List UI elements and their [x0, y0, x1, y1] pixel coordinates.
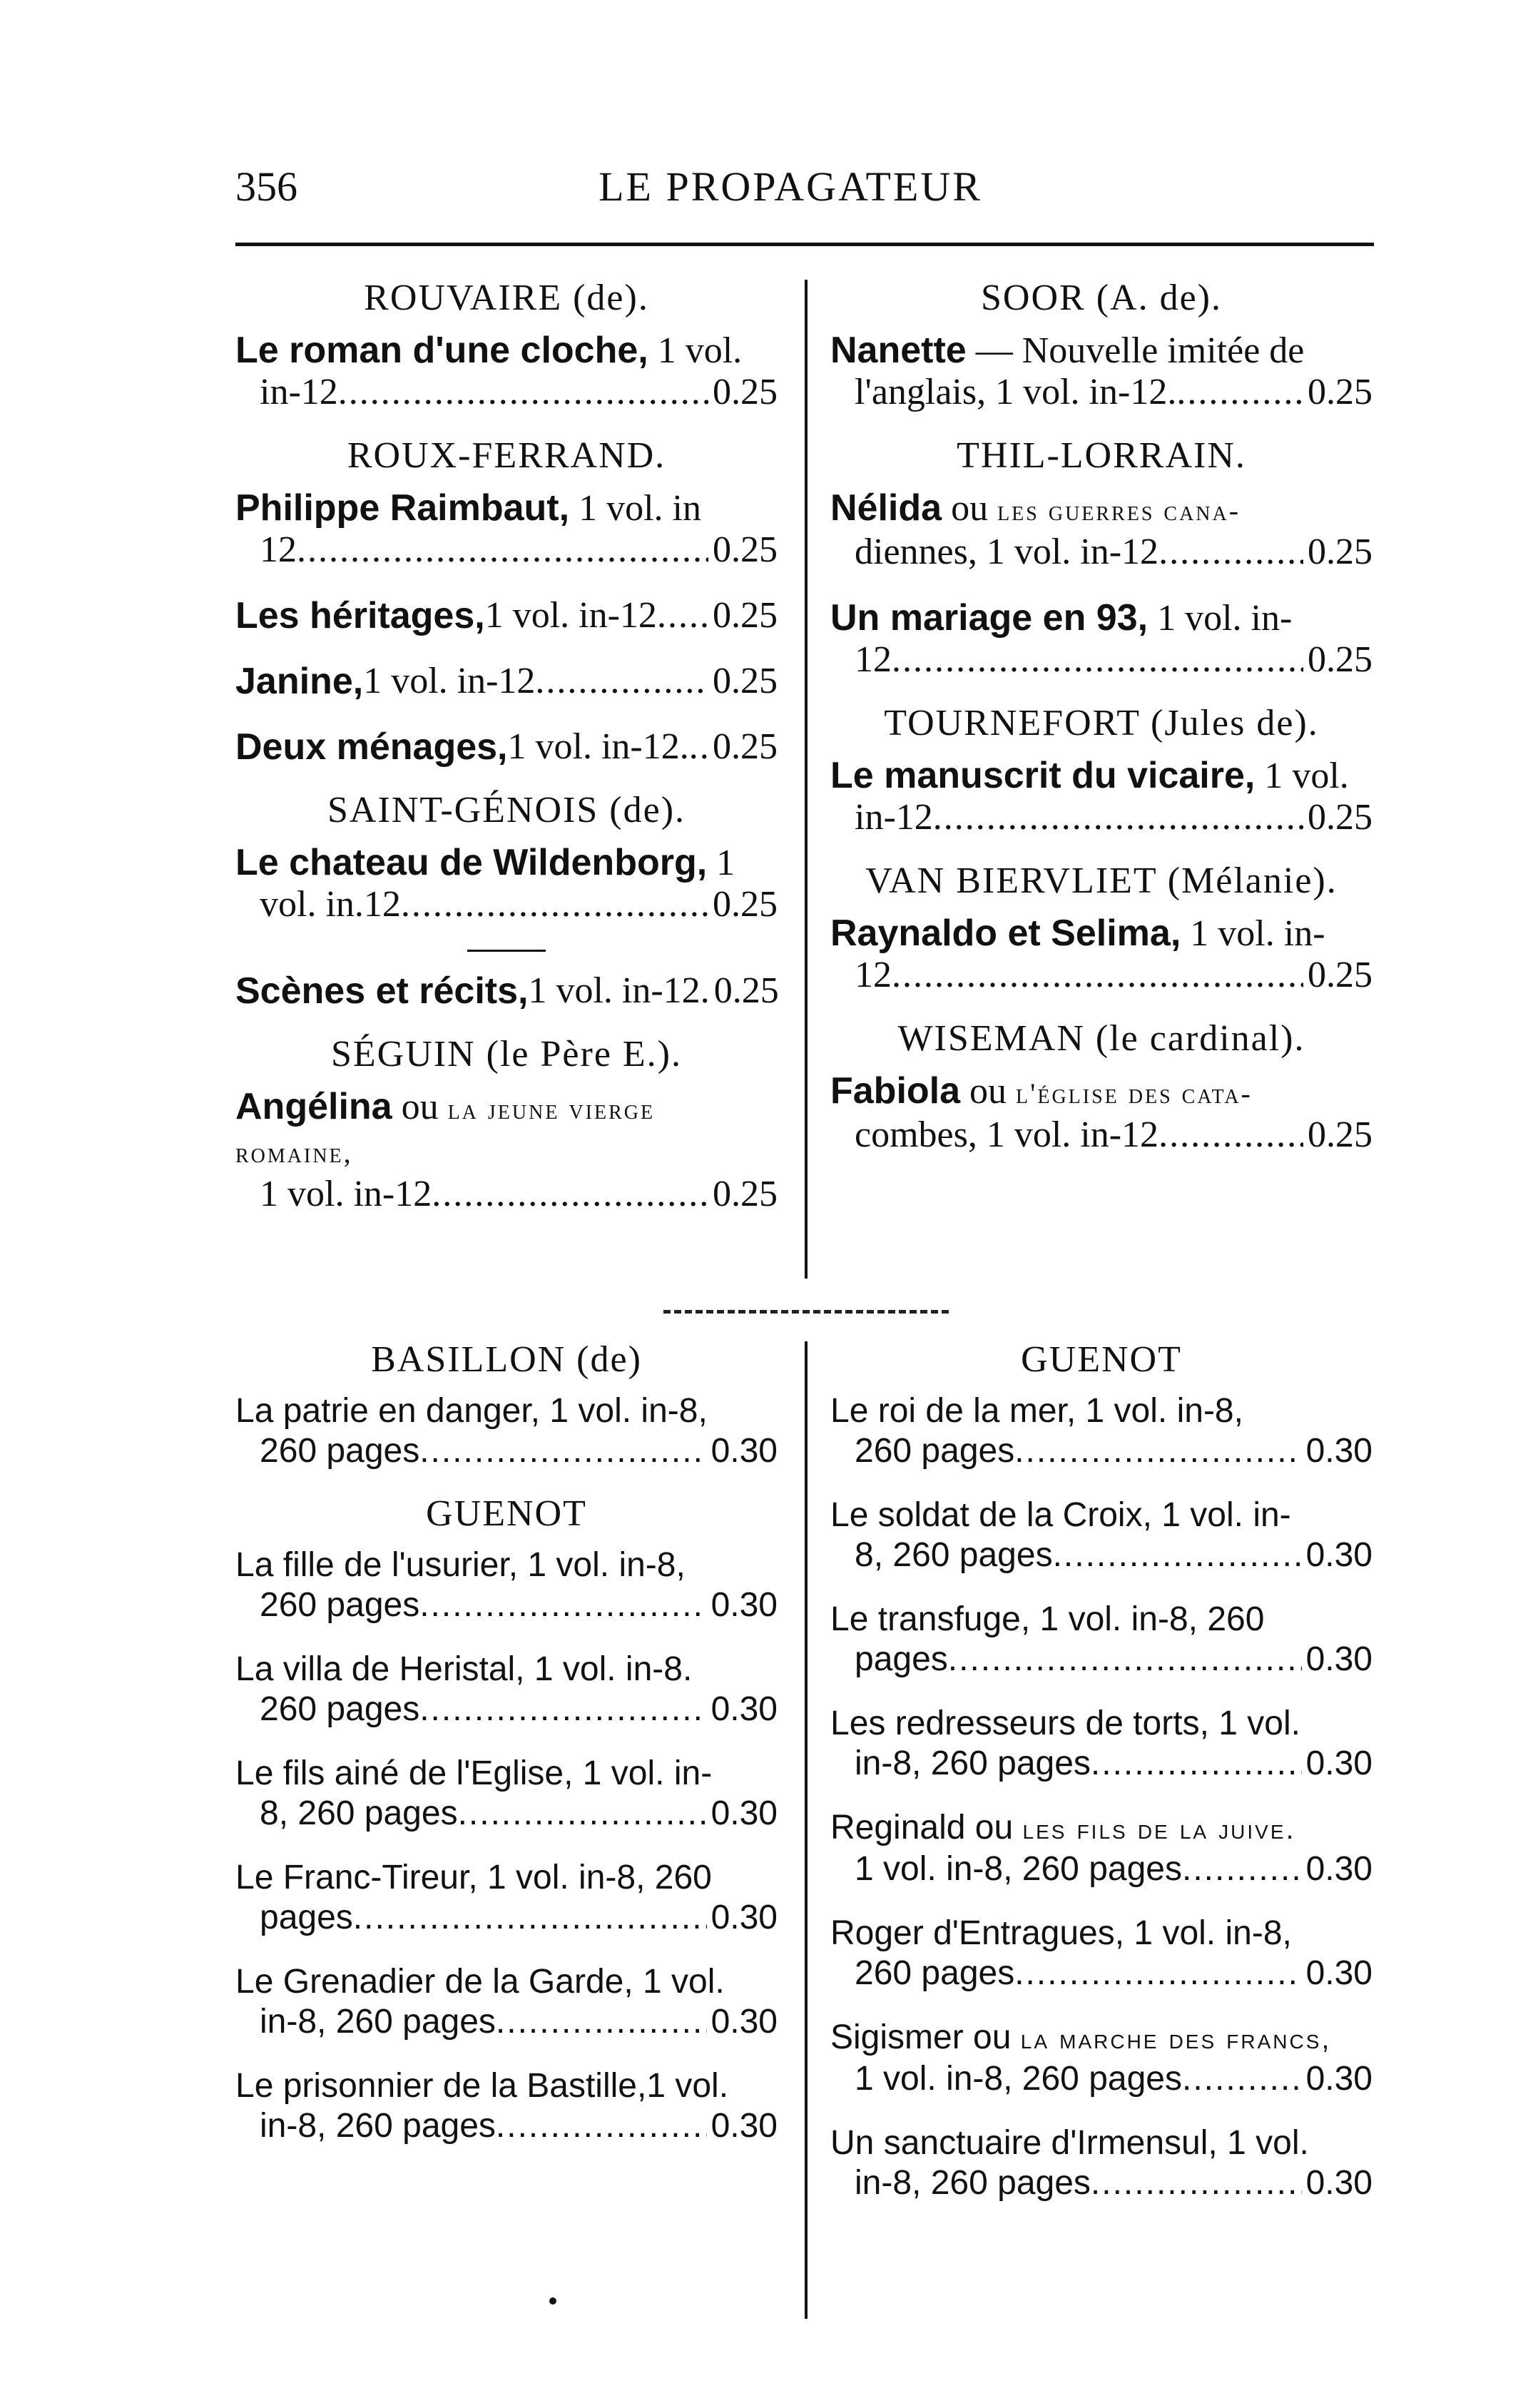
book-subtitle: les guerres cana- [997, 494, 1241, 527]
book-detail: 1 vol. in- [1181, 913, 1325, 954]
leader-dots [496, 2002, 707, 2042]
price: 0.30 [1305, 1640, 1373, 1678]
leader-dots [419, 1585, 706, 1625]
entry-line [830, 1070, 1373, 1114]
book-format: combes, 1 vol. in-12 [855, 1114, 1159, 1155]
leader-dots [892, 639, 1303, 681]
book-detail: 1 vol. [633, 1963, 725, 2001]
author-heading: WISEMAN (le cardinal). [897, 1018, 1305, 1059]
entry-line [235, 2002, 778, 2042]
book-title: Les héritages, [235, 595, 485, 636]
price: 0.30 [1305, 1432, 1373, 1470]
price: 0.25 [1308, 797, 1373, 838]
book-title: Le prisonnier de la Bastille, [235, 2067, 647, 2105]
catalog-entry [235, 970, 778, 1012]
entry-line [830, 639, 1373, 681]
catalog-entry [830, 487, 1373, 573]
author-heading: THIL-LORRAIN. [957, 435, 1246, 476]
catalog-entry [235, 842, 778, 925]
entry-line [235, 661, 778, 702]
book-title: La villa de Heristal, [235, 1650, 525, 1688]
catalog-entry [235, 487, 778, 571]
book-detail: 1 vol. in- [1151, 1496, 1291, 1534]
catalog-column-bottom-right [830, 1341, 1373, 2227]
catalog-entry [830, 1704, 1373, 1784]
entry-line [235, 1898, 778, 1938]
entry-line [235, 1174, 778, 1215]
book-detail: 1 [707, 843, 735, 883]
book-subtitle: la marche des francs, [1020, 2023, 1332, 2055]
entry-line [235, 2066, 778, 2106]
price: 0.30 [711, 2003, 778, 2041]
book-title: Le roman d'une cloche, [235, 330, 648, 371]
entry-line [830, 487, 1373, 532]
price: 0.30 [1305, 1536, 1373, 1574]
price: 0.25 [713, 661, 778, 701]
leader-dots [432, 1174, 708, 1215]
book-title: Fabiola [830, 1070, 961, 1112]
leader-dots [338, 372, 708, 413]
book-title: La patrie en danger, [235, 1392, 541, 1430]
catalog-entry [830, 597, 1373, 681]
price: 0.30 [711, 1899, 778, 1936]
entry-line [235, 372, 778, 413]
entry-line [830, 1808, 1373, 1849]
book-detail: 1 vol. in-8, [1124, 1914, 1292, 1952]
entry-line [830, 797, 1373, 838]
book-detail: 1 vol. [1217, 2124, 1309, 2162]
running-head: LE PROPAGATEUR [599, 163, 982, 210]
catalog-entry [830, 1391, 1373, 1471]
author-heading: BASILLON (de) [371, 1339, 642, 1380]
leader-dots [1014, 1954, 1301, 1993]
price: 0.30 [711, 1690, 778, 1728]
leader-dots [297, 529, 708, 571]
entry-line [235, 726, 778, 768]
price: 0.30 [1305, 2164, 1373, 2202]
entry-line [830, 1431, 1373, 1471]
price: 0.25 [713, 595, 778, 636]
price: 0.30 [1305, 1850, 1373, 1888]
entry-line [830, 1914, 1373, 1954]
section-separator [663, 1310, 949, 1314]
book-format: 8, 260 pages [855, 1536, 1053, 1574]
entry-line [235, 1545, 778, 1585]
book-title: Philippe Raimbaut, [235, 487, 570, 529]
entry-line [235, 330, 778, 372]
page-ornament-dot [549, 2297, 556, 2305]
book-subtitle: l'église des cata- [1016, 1077, 1253, 1109]
entry-line [235, 1962, 778, 2002]
catalog-entry [235, 2066, 778, 2146]
book-detail: 1 vol. in-8, [540, 1392, 708, 1430]
leader-dots [1176, 372, 1303, 413]
book-format: 12 [855, 639, 892, 680]
price: 0.25 [713, 726, 778, 767]
leader-dots [401, 884, 708, 925]
entry-line [235, 1650, 778, 1690]
book-title: Le roi de la mer, [830, 1392, 1076, 1430]
catalog-entry [830, 1495, 1373, 1575]
book-format: in-8, 260 pages [260, 2003, 496, 2041]
leader-dots [1053, 1535, 1302, 1575]
price: 0.30 [711, 1586, 778, 1624]
book-title: Le Grenadier de la Garde, [235, 1963, 633, 2001]
book-title: La fille de l'usurier, [235, 1546, 519, 1584]
book-title: Janine, [235, 661, 364, 702]
leader-dots [1158, 1114, 1303, 1156]
entry-line [235, 1086, 778, 1174]
book-title: Le transfuge, [830, 1600, 1031, 1638]
entry-line [830, 1640, 1373, 1680]
book-format: in-12 [260, 372, 338, 412]
entry-line [830, 913, 1373, 955]
book-format: 260 pages [260, 1690, 420, 1728]
price: 0.25 [713, 529, 778, 570]
catalog-entry [235, 595, 778, 636]
book-subtitle: la jeune vierge romaine, [235, 1093, 656, 1169]
entry-line [830, 955, 1373, 996]
catalog-entry [830, 2018, 1373, 2099]
catalog-entry [235, 1391, 778, 1471]
book-format: in-8, 260 pages [260, 2107, 496, 2145]
entry-line [830, 372, 1373, 413]
leader-dots [689, 726, 708, 768]
book-detail: 1 vol. [648, 330, 743, 371]
book-format: 12 [260, 529, 297, 570]
entry-line [235, 1431, 778, 1471]
leader-dots [948, 1640, 1302, 1680]
entry-line [235, 1794, 778, 1834]
leader-dots [496, 2106, 707, 2146]
catalog-entry [235, 726, 778, 768]
entry-line [830, 1391, 1373, 1431]
catalog-entry [235, 661, 778, 702]
entry-line [830, 330, 1373, 372]
book-subtitle: les fils de la juive. [1022, 1814, 1296, 1845]
catalog-entry [830, 2123, 1373, 2203]
leader-dots [419, 1690, 706, 1729]
book-title: Un mariage en 93, [830, 597, 1149, 639]
entry-line [830, 1114, 1373, 1156]
book-detail: 1 vol. in-12. [507, 726, 689, 767]
author-heading: ROUVAIRE (de). [364, 278, 649, 318]
book-detail: 1 vol. in-8, 260 [477, 1859, 712, 1896]
price: 0.30 [711, 1432, 778, 1470]
leader-dots [458, 1794, 707, 1834]
book-detail: ou [963, 2018, 1021, 2056]
book-title: Le Franc-Tireur, [235, 1859, 478, 1896]
catalog-entry [235, 1754, 778, 1834]
entry-line [235, 1391, 778, 1431]
author-heading: GUENOT [426, 1493, 587, 1534]
author-heading: SAINT-GÉNOIS (de). [327, 790, 686, 830]
book-format: diennes, 1 vol. in-12 [855, 532, 1159, 572]
book-detail: 1 vol. [1255, 756, 1349, 796]
book-title: Nélida [830, 487, 942, 529]
book-format: pages [855, 1640, 948, 1678]
catalog-entry [235, 1858, 778, 1938]
catalog-entry [830, 913, 1373, 996]
leader-dots [933, 797, 1303, 838]
price: 0.30 [711, 1794, 778, 1832]
entry-line [235, 970, 778, 1012]
price: 0.30 [1305, 1954, 1373, 1992]
leader-dots [1014, 1431, 1301, 1471]
page-number: 356 [235, 163, 297, 210]
entry-line [235, 529, 778, 571]
entry-line [830, 1600, 1373, 1640]
leader-dots [1091, 2163, 1302, 2203]
book-title: Raynaldo et Selima, [830, 913, 1181, 954]
book-detail: ou [942, 488, 998, 529]
entry-line [235, 1858, 778, 1898]
entry-line [830, 1744, 1373, 1784]
catalog-entry [830, 1070, 1373, 1156]
book-format: 1 vol. in-8, 260 pages [855, 2060, 1182, 2098]
leader-dots [1158, 532, 1303, 573]
entry-line [830, 1704, 1373, 1744]
price: 0.30 [1305, 1744, 1373, 1782]
book-detail: 1 vol. in- [1148, 598, 1293, 639]
book-detail: ou [392, 1087, 448, 1127]
entry-line [235, 595, 778, 636]
entry-line [830, 1495, 1373, 1535]
header-rule [235, 243, 1374, 246]
book-format: pages [260, 1899, 353, 1936]
leader-dots [1091, 1744, 1302, 1784]
price: 0.30 [711, 2107, 778, 2145]
catalog-entry [830, 330, 1373, 413]
author-heading: VAN BIERVLIET (Mélanie). [865, 860, 1338, 901]
entry-line [830, 2163, 1373, 2203]
book-detail: 1 vol. in [569, 488, 701, 529]
short-rule [467, 950, 546, 952]
author-heading: GUENOT [1021, 1339, 1182, 1380]
book-title: Angélina [235, 1086, 392, 1127]
book-title: Le soldat de la Croix, [830, 1496, 1152, 1534]
book-format: 12 [855, 955, 892, 995]
entry-line [235, 487, 778, 529]
book-detail: ou [960, 1071, 1017, 1112]
book-title: Un sanctuaire d'Irmensul, [830, 2124, 1218, 2162]
catalog-entry [235, 1545, 778, 1625]
book-detail: 1 vol. in-8, [1076, 1392, 1243, 1430]
book-detail: — Nouvelle imitée de [966, 330, 1305, 371]
book-title: Scènes et récits, [235, 970, 529, 1012]
book-detail: 1 vol. in- [573, 1754, 713, 1792]
leader-dots [353, 1898, 707, 1938]
leader-dots [535, 661, 708, 702]
price: 0.25 [713, 970, 779, 1011]
book-title: Le manuscrit du vicaire, [830, 755, 1256, 796]
book-format: 1 vol. in-12 [260, 1174, 432, 1214]
catalog-column-top-right [830, 280, 1373, 1180]
price: 0.30 [1305, 2060, 1373, 2098]
catalog-entry [235, 1086, 778, 1215]
leader-dots [419, 1431, 706, 1471]
book-format: in-8, 260 pages [855, 1744, 1091, 1782]
author-heading: TOURNEFORT (Jules de). [884, 703, 1319, 743]
book-detail: 1 vol. in-8. [524, 1650, 693, 1688]
book-title: Sigismer [830, 2018, 964, 2056]
entry-line [235, 842, 778, 884]
price: 0.25 [1308, 532, 1373, 572]
book-detail: 1 vol. [646, 2067, 729, 2105]
book-title: Les redresseurs de torts, [830, 1705, 1209, 1742]
catalog-column-top-left [235, 280, 778, 1239]
author-heading: ROUX-FERRAND. [347, 435, 666, 476]
entry-line [830, 2018, 1373, 2059]
book-format: in-8, 260 pages [855, 2164, 1091, 2202]
book-detail: 1 vol. [1208, 1705, 1300, 1742]
leader-dots [1182, 1849, 1302, 1889]
book-detail: 1 vol. in-12 [363, 661, 536, 701]
price: 0.25 [1308, 639, 1373, 680]
author-heading: SÉGUIN (le Père E.). [331, 1034, 682, 1075]
price: 0.25 [713, 372, 778, 412]
entry-line [830, 2059, 1373, 2099]
leader-dots [1182, 2059, 1302, 2099]
catalog-entry [830, 755, 1373, 838]
entry-line [235, 1690, 778, 1729]
book-format: 8, 260 pages [260, 1794, 458, 1832]
author-heading: SOOR (A. de). [981, 278, 1222, 318]
book-format: vol. in.12 [260, 884, 401, 925]
price: 0.25 [1308, 955, 1373, 995]
price: 0.25 [713, 884, 778, 925]
catalog-entry [235, 1650, 778, 1729]
catalog-entry [235, 1962, 778, 2042]
entry-line [830, 1535, 1373, 1575]
entry-line [830, 1849, 1373, 1889]
entry-line [235, 1585, 778, 1625]
book-format: 260 pages [855, 1954, 1015, 1992]
entry-line [830, 755, 1373, 797]
column-divider-top [805, 280, 808, 1279]
book-detail: ou [965, 1809, 1023, 1846]
leader-dots [892, 955, 1303, 996]
book-title: Deux ménages, [235, 726, 508, 768]
leader-dots [657, 595, 708, 636]
book-title: Nanette [830, 330, 967, 371]
price: 0.25 [1308, 1114, 1373, 1155]
entry-line [830, 532, 1373, 573]
column-divider-bottom [805, 1341, 808, 2319]
book-format: 260 pages [855, 1432, 1015, 1470]
book-format: 260 pages [260, 1432, 420, 1470]
book-format: 260 pages [260, 1586, 420, 1624]
book-title: Reginald [830, 1809, 966, 1846]
entry-line [235, 884, 778, 925]
entry-line [235, 2106, 778, 2146]
book-format: 1 vol. in-8, 260 pages [855, 1850, 1182, 1888]
book-detail: 1 vol. in-12 [484, 595, 657, 636]
catalog-column-bottom-left [235, 1341, 778, 2170]
price: 0.25 [713, 1174, 778, 1214]
price: 0.25 [1308, 372, 1373, 412]
book-detail: 1 vol. in-12. [528, 970, 710, 1011]
catalog-entry [830, 1600, 1373, 1680]
entry-line [830, 597, 1373, 639]
book-format: l'anglais, 1 vol. in-12. [855, 372, 1177, 412]
catalog-entry [830, 1808, 1373, 1889]
entry-line [830, 2123, 1373, 2163]
book-detail: 1 vol. in-8, [518, 1546, 686, 1584]
book-title: Le chateau de Wildenborg, [235, 842, 708, 883]
book-detail: 1 vol. in-8, 260 [1030, 1600, 1265, 1638]
entry-line [235, 1754, 778, 1794]
book-title: Roger d'Entragues, [830, 1914, 1125, 1952]
book-title: Le fils ainé de l'Eglise, [235, 1754, 574, 1792]
catalog-entry [830, 1914, 1373, 1993]
catalog-entry [235, 330, 778, 413]
book-format: in-12 [855, 797, 933, 838]
entry-line [830, 1954, 1373, 1993]
